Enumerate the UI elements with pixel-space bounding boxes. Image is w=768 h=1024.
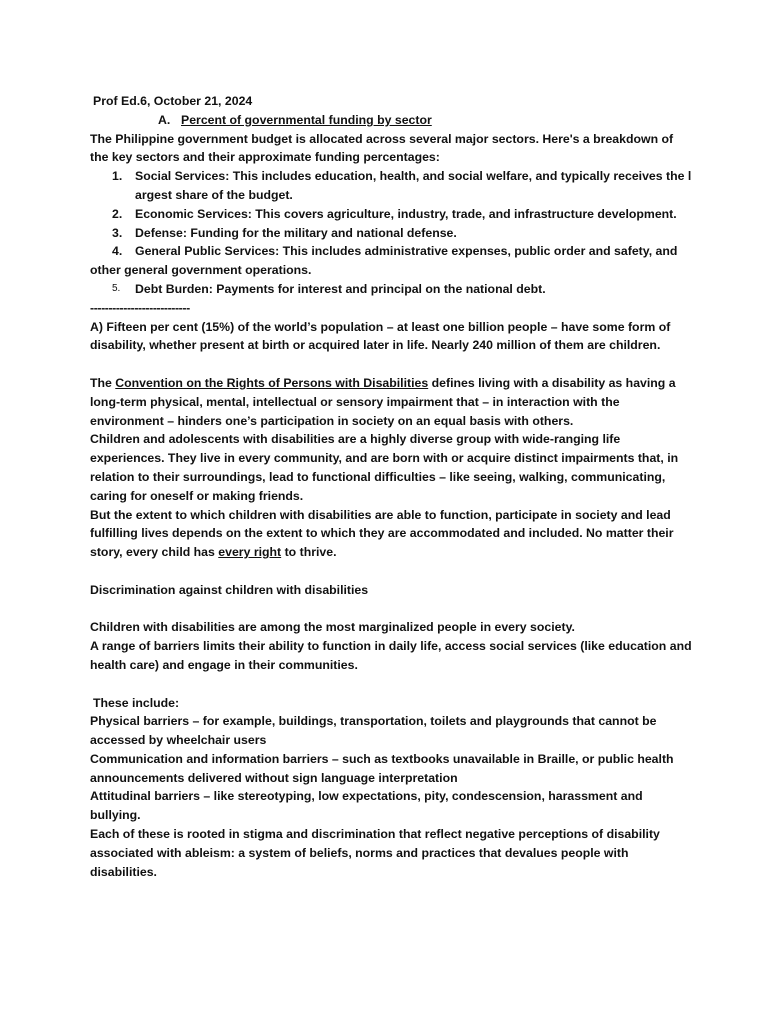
barrier-line: announcements delivered without sign language interpretation <box>90 770 458 785</box>
barrier-line: Physical barriers – for example, buildings, transportation, toilets and playgrounds that cannot be <box>90 714 657 729</box>
every-right-link[interactable]: every right <box>218 545 282 560</box>
text-run: The <box>90 375 116 390</box>
list-number: 4. <box>112 244 123 259</box>
barrier-line: accessed by wheelchair users <box>90 733 267 748</box>
section-letter: A. <box>158 112 171 127</box>
budget-intro-line-2: the key sectors and their approximate funding percentages: <box>90 150 440 165</box>
barrier-line: bullying. <box>90 808 141 823</box>
paragraph-line: Children and adolescents with disabilities are a highly diverse group with wide-ranging life <box>90 432 621 447</box>
paragraph-line: disabilities. <box>90 864 157 879</box>
list-item-continuation: other general government operations. <box>90 263 312 278</box>
text-run: defines living with a disability as having a <box>428 375 676 390</box>
paragraph-line: Each of these is rooted in stigma and discrimination that reflect negative perceptions of disability <box>90 827 660 842</box>
list-text: Defense: Funding for the military and national defense. <box>135 225 457 240</box>
barrier-line: Attitudinal barriers – like stereotyping, low expectations, pity, condescension, harassment and <box>90 789 643 804</box>
text-run: story, every child has <box>90 545 219 560</box>
list-item <box>90 224 690 243</box>
paragraph-line: A) Fifteen per cent (15%) of the world’s population – at least one billion people – have some form of <box>90 319 671 334</box>
list-item <box>90 242 690 261</box>
paragraph-line: experiences. They live in every community, and are born with or acquire distinct impairments that, in <box>90 451 679 466</box>
divider: --------------------------- <box>90 300 190 315</box>
paragraph-line: Children with disabilities are among the most marginalized people in every society. <box>90 620 575 635</box>
section-heading <box>90 111 690 130</box>
list-item-continuation: argest share of the budget. <box>135 187 293 202</box>
paragraph-line: environment – hinders one’s participation in society on an equal basis with others. <box>90 413 574 428</box>
section-title: Percent of governmental funding by sector <box>181 112 432 127</box>
budget-list <box>90 167 690 299</box>
text-run: to thrive. <box>281 545 337 560</box>
paragraph-line: caring for oneself or making friends. <box>90 488 304 503</box>
paragraph-line: disability, whether present at birth or acquired later in life. Nearly 240 million of them are children. <box>90 338 661 353</box>
paragraph-line: relation to their surroundings, lead to functional difficulties – like seeing, walking, communicating, <box>90 469 666 484</box>
budget-intro-line-1: The Philippine government budget is allocated across several major sectors. Here's a breakdown of <box>90 131 674 146</box>
paragraph-line: associated with ableism: a system of beliefs, norms and practices that devalues people with <box>90 845 629 860</box>
paragraph-line: long-term physical, mental, intellectual or sensory impairment that – in interaction with the <box>90 394 620 409</box>
list-number: 1. <box>112 169 123 184</box>
document-page <box>90 92 690 881</box>
paragraph-line: But the extent to which children with disabilities are able to function, participate in society and lead <box>90 507 671 522</box>
blank-line <box>90 562 690 581</box>
convention-link[interactable]: Convention on the Rights of Persons with Disabilities <box>115 375 429 390</box>
blank-line <box>90 600 690 619</box>
list-text: Debt Burden: Payments for interest and principal on the national debt. <box>135 281 546 296</box>
list-item <box>90 167 690 186</box>
list-number: 3. <box>112 225 123 240</box>
paragraph-line <box>90 374 690 393</box>
list-item <box>90 280 690 299</box>
barrier-line: Communication and information barriers – such as textbooks unavailable in Braille, or public health <box>90 751 674 766</box>
list-number: 2. <box>112 206 123 221</box>
list-text: Social Services: This includes education, health, and social welfare, and typically receives the l <box>135 169 692 184</box>
these-include-label: These include: <box>93 695 180 710</box>
date-line: Prof Ed.6, October 21, 2024 <box>93 94 253 108</box>
paragraph-line: fulfilling lives depends on the extent to which they are accommodated and included. No matter their <box>90 526 674 541</box>
paragraph-line: health care) and engage in their communities. <box>90 657 358 672</box>
paragraph-line <box>90 543 690 562</box>
list-item <box>90 205 690 224</box>
blank-line <box>90 355 690 374</box>
discrimination-title: Discrimination against children with disabilities <box>90 582 369 597</box>
list-number: 5. <box>112 282 121 294</box>
list-text: Economic Services: This covers agriculture, industry, trade, and infrastructure development. <box>135 206 677 221</box>
paragraph-line: A range of barriers limits their ability to function in daily life, access social services (like education and <box>90 639 692 654</box>
list-text: General Public Services: This includes administrative expenses, public order and safety, and <box>135 244 678 259</box>
blank-line <box>90 675 690 694</box>
